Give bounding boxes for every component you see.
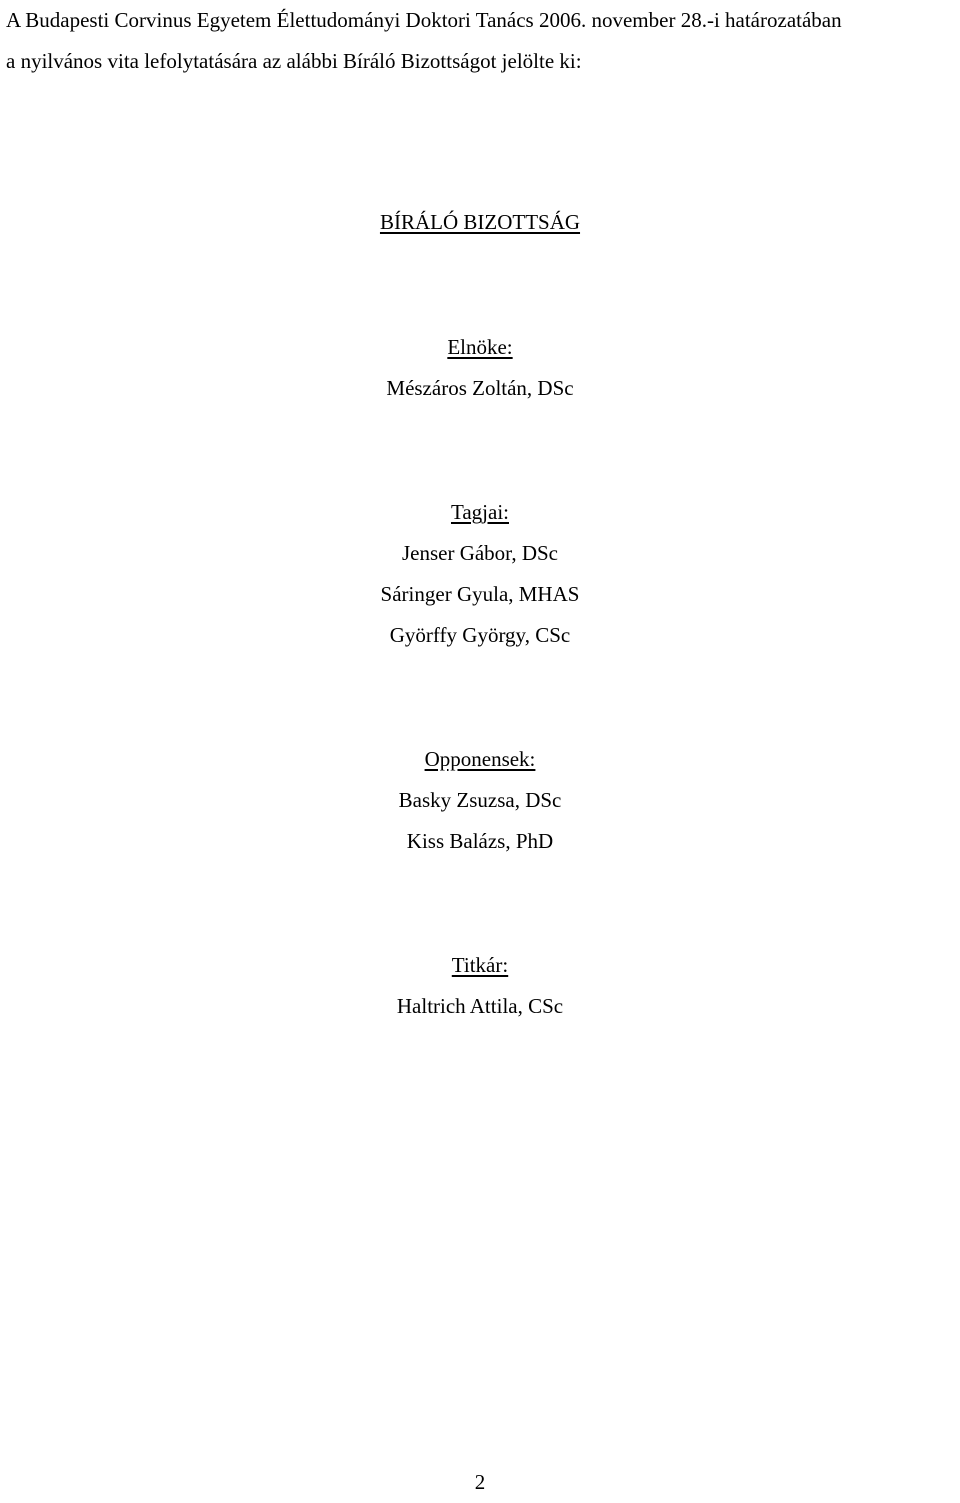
chair-name: Mészáros Zoltán, DSc — [386, 376, 574, 400]
intro-line-1: A Budapesti Corvinus Egyetem Élettudományi Doktori Tanács 2006. november 28.-i határozatában — [6, 8, 842, 32]
opponents-label: Opponensek: — [424, 747, 536, 771]
members-label: Tagjai: — [450, 500, 509, 524]
member-name: Györffy György, CSc — [389, 623, 571, 647]
chair-label: Elnöke: — [447, 335, 513, 359]
secretary-name: Haltrich Attila, CSc — [396, 994, 564, 1018]
committee-title: BÍRÁLÓ BIZOTTSÁG — [379, 210, 581, 234]
page-number: 2 — [474, 1470, 486, 1494]
secretary-label: Titkár: — [451, 953, 509, 977]
opponent-name: Kiss Balázs, PhD — [406, 829, 554, 853]
intro-line-2: a nyilvános vita lefolytatására az alábbi Bíráló Bizottságot jelölte ki: — [6, 49, 582, 73]
opponent-name: Basky Zsuzsa, DSc — [398, 788, 562, 812]
intro-paragraph — [6, 0, 956, 82]
member-name: Jenser Gábor, DSc — [401, 541, 559, 565]
member-name: Sáringer Gyula, MHAS — [380, 582, 580, 606]
